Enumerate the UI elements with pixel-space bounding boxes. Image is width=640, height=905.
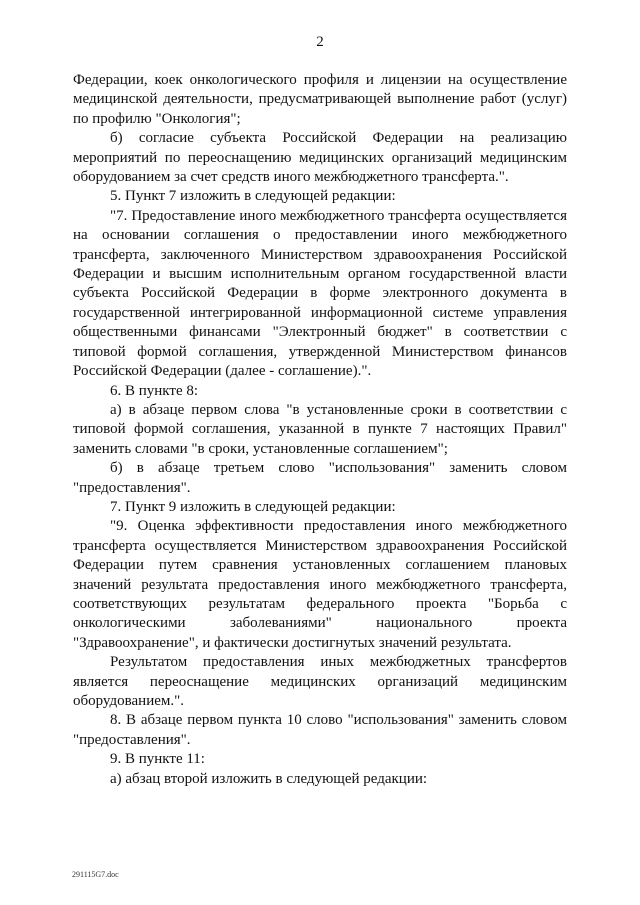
page-number: 2 xyxy=(316,34,324,50)
paragraph-item-b-consent: б) согласие субъекта Российской Федерации на реализацию мероприятий по переоснащению медицинских организаций медицинским оборудованием за счет средств иного межбюджетного трансферта.". xyxy=(73,130,567,186)
document-footer: 291115G7.doc xyxy=(72,870,119,879)
paragraph-point-9-text: "9. Оценка эффективности предоставления иного межбюджетного трансферта осуществляется Министерством здравоохранения Российской Федерации путем сравнения установленных соглашением плановых значений результата предоставления иного межбюджетного трансферта, соответствующих результатам федерального проекта "Борьба с онкологическими заболеваниями" национального проекта "Здравоохранение", и фактически достигнутых значений результата. xyxy=(73,518,567,651)
paragraph-point-7: 7. Пункт 9 изложить в следующей редакции: xyxy=(110,498,396,515)
paragraph-point-7-text: "7. Предоставление иного межбюджетного трансферта осуществляется на основании соглашения о предоставлении иного межбюджетного трансферта, заключенного Министерством здравоохранения Российской Федерации и высшим исполнительным органом государственной власти субъекта Российской Федерации в форме электронного документа в государственной интегрированной информационной системе управления общественными финансами "Электронный бюджет" в соответствии с типовой формой соглашения, утвержденной Министерством финансов Российской Федерации (далее - соглашение).". xyxy=(73,207,567,380)
paragraph-point-8: 8. В абзаце первом пункта 10 слово "использования" заменить словом "предоставления". xyxy=(73,712,567,748)
paragraph-point-6-a: а) в абзаце первом слова "в установленные сроки в соответствии с типовой формой соглашения, указанной в пункте 7 настоящих Правил" заменить словами "в сроки, установленные соглашением"; xyxy=(73,401,567,457)
paragraph-point-9-a: а) абзац второй изложить в следующей редакции: xyxy=(110,770,428,787)
paragraph-point-9: 9. В пункте 11: xyxy=(110,751,205,768)
paragraph-continuation: Федерации, коек онкологического профиля и лицензии на осуществление медицинской деятельности, предусматривающей выполнение работ (услуг) по профилю "Онкология"; xyxy=(73,72,567,127)
paragraph-point-6: 6. В пункте 8: xyxy=(110,382,199,399)
document-body xyxy=(73,71,567,789)
paragraph-result: Результатом предоставления иных межбюджетных трансфертов является переоснащение медицинских организаций медицинским оборудованием.". xyxy=(73,654,567,709)
paragraph-point-5: 5. Пункт 7 изложить в следующей редакции: xyxy=(110,188,396,205)
paragraph-point-6-b: б) в абзаце третьем слово "использования" заменить словом "предоставления". xyxy=(73,460,567,496)
